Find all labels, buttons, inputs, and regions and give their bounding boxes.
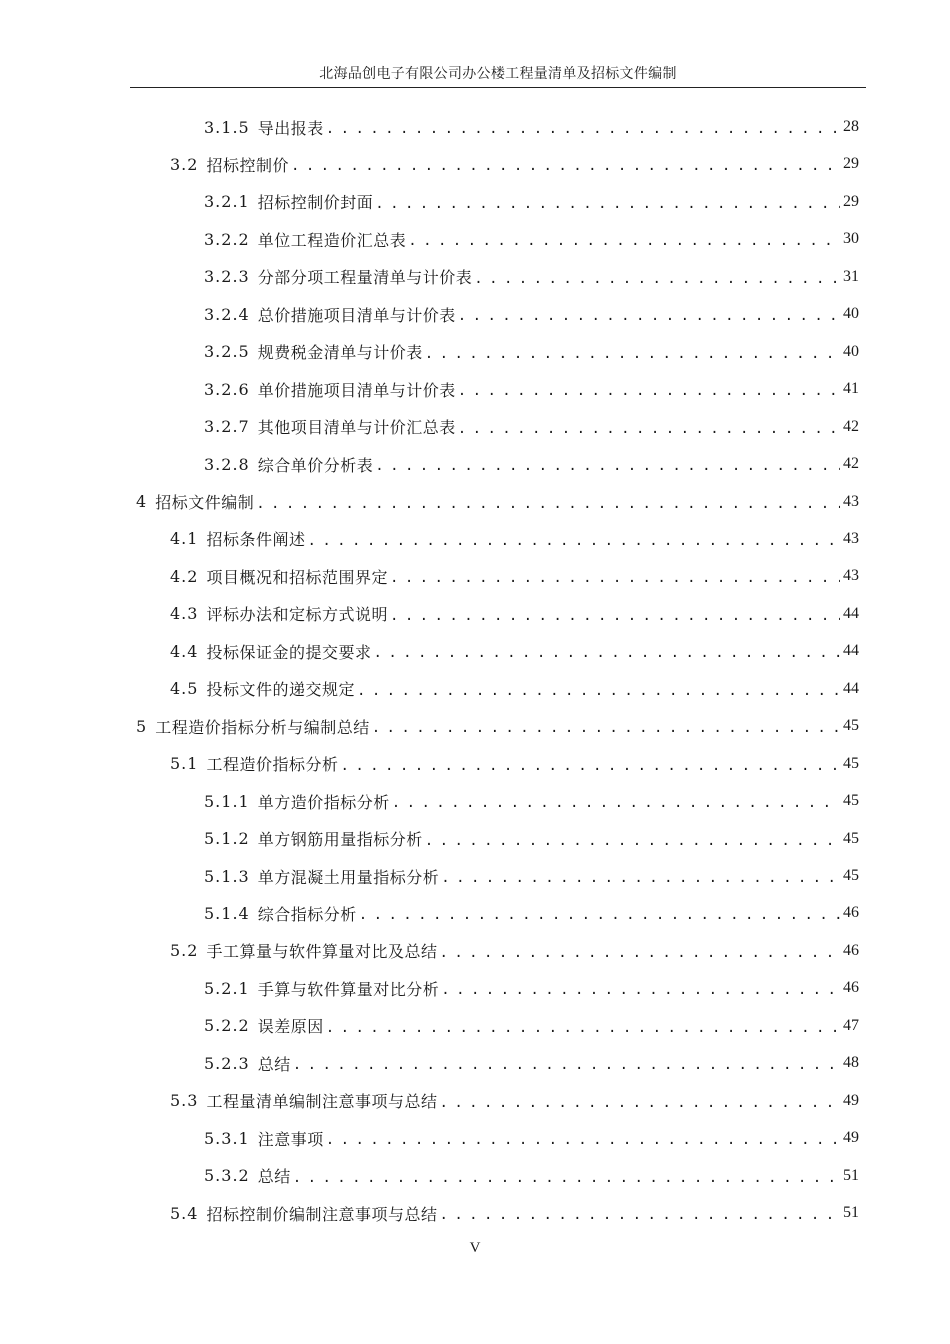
toc-entry-page-number: 40: [843, 305, 859, 323]
toc-dot-leader: [441, 870, 840, 886]
toc-entry-page-number: 45: [843, 829, 859, 847]
toc-entry[interactable]: [136, 484, 859, 520]
toc-entry-title: 投标保证金的提交要求: [206, 642, 372, 662]
toc-entry-page-number: 43: [843, 567, 859, 585]
toc-entry-page-number: 28: [843, 118, 859, 135]
toc-entry-number: 5.3: [170, 1091, 199, 1111]
toc-entry[interactable]: [170, 1195, 859, 1231]
toc-entry-page-number: 42: [843, 417, 859, 435]
toc-entry-page-number: 43: [843, 492, 859, 510]
page-header-title: 北海品创电子有限公司办公楼工程量清单及招标文件编制: [319, 66, 677, 82]
toc-entry-title: 手算与软件算量对比分析: [257, 979, 440, 999]
toc-dot-leader: [439, 1207, 840, 1223]
toc-entry-title: 单方混凝土用量指标分析: [257, 867, 440, 887]
toc-entry[interactable]: [204, 895, 859, 931]
toc-entry-title: 手工算量与软件算量对比及总结: [206, 942, 438, 962]
toc-dot-leader: [357, 683, 840, 699]
toc-entry-number: 3.2: [170, 154, 199, 174]
toc-entry-page-number: 49: [843, 1091, 859, 1109]
toc-entry[interactable]: [204, 446, 859, 482]
toc-entry-title: 其他项目清单与计价汇总表: [257, 418, 456, 438]
toc-entry[interactable]: [170, 146, 859, 182]
toc-entry-title: 导出报表: [257, 118, 324, 138]
toc-entry-number: 5.2: [170, 941, 199, 961]
header-divider: [130, 87, 866, 88]
toc-entry-number: 5.1.2: [204, 829, 250, 849]
toc-entry-number: 3.2.1: [204, 192, 250, 212]
toc-dot-leader: [441, 982, 840, 998]
toc-entry-page-number: 46: [843, 904, 859, 922]
toc-entry[interactable]: [170, 1083, 859, 1119]
toc-dot-leader: [425, 833, 840, 849]
toc-entry-number: 3.2.8: [204, 454, 250, 474]
toc-entry-page-number: 47: [843, 1016, 859, 1034]
toc-dot-leader: [390, 608, 840, 624]
toc-dot-leader: [256, 496, 840, 512]
toc-dot-leader: [359, 907, 840, 923]
toc-entry-page-number: 41: [843, 380, 859, 398]
toc-dot-leader: [293, 1057, 840, 1073]
toc-entry-number: 3.1.5: [204, 117, 250, 137]
toc-entry-page-number: 31: [843, 267, 859, 285]
toc-entry-number: 5.3.2: [204, 1166, 250, 1186]
toc-entry-number: 5.1.4: [204, 903, 250, 923]
toc-entry-number: 4: [136, 492, 148, 511]
toc-entry-number: 3.2.4: [204, 304, 250, 324]
toc-entry-number: 3.2.3: [204, 267, 250, 287]
toc-entry[interactable]: [170, 521, 859, 557]
toc-entry[interactable]: [204, 109, 859, 145]
toc-dot-leader: [291, 158, 840, 174]
toc-entry[interactable]: [170, 746, 859, 782]
toc-entry-number: 5.1.1: [204, 791, 250, 811]
toc-dot-leader: [326, 1020, 840, 1036]
toc-entry-number: 5.2.1: [204, 978, 250, 998]
toc-entry[interactable]: [204, 783, 859, 819]
toc-entry[interactable]: [204, 858, 859, 894]
toc-entry-page-number: 44: [843, 604, 859, 622]
toc-entry-number: 5.4: [170, 1203, 199, 1223]
toc-dot-leader: [375, 458, 840, 474]
toc-entry-number: 3.2.2: [204, 229, 250, 249]
toc-dot-leader: [439, 1095, 840, 1111]
toc-dot-leader: [372, 720, 840, 736]
toc-entry-title: 总结: [257, 1167, 291, 1187]
toc-dot-leader: [458, 308, 840, 324]
toc-dot-leader: [439, 945, 840, 961]
toc-entry-number: 5: [136, 716, 148, 736]
toc-entry-title: 误差原因: [257, 1017, 324, 1037]
toc-dot-leader: [373, 645, 840, 661]
toc-entry[interactable]: [204, 334, 859, 370]
toc-dot-leader: [326, 121, 840, 137]
toc-entry-page-number: 48: [843, 1054, 859, 1072]
toc-dot-leader: [390, 570, 840, 586]
toc-entry-page-number: 29: [843, 155, 859, 173]
toc-entry[interactable]: [204, 409, 859, 445]
toc-entry-title: 招标控制价编制注意事项与总结: [206, 1204, 438, 1224]
toc-entry-page-number: 46: [843, 941, 859, 959]
toc-entry-title: 注意事项: [257, 1129, 324, 1149]
toc-entry-title: 工程造价指标分析: [206, 755, 339, 775]
toc-entry[interactable]: [204, 1158, 859, 1194]
toc-entry[interactable]: [136, 708, 859, 744]
toc-entry-number: 5.2.3: [204, 1053, 250, 1073]
toc-entry-title: 招标控制价封面: [257, 193, 374, 213]
toc-entry-number: 5.2.2: [204, 1016, 250, 1036]
toc-entry-number: 3.2.7: [204, 417, 250, 437]
toc-entry-number: 3.2.6: [204, 379, 250, 399]
toc-dot-leader: [458, 383, 840, 399]
toc-entry-title: 单方钢筋用量指标分析: [257, 830, 423, 850]
toc-dot-leader: [340, 758, 840, 774]
toc-entry-title: 评标办法和定标方式说明: [206, 605, 388, 625]
toc-entry[interactable]: [204, 259, 859, 295]
toc-entry-title: 综合单价分析表: [257, 455, 374, 475]
toc-entry[interactable]: [204, 1120, 859, 1156]
toc-entry-title: 单价措施项目清单与计价表: [257, 380, 456, 400]
toc-entry[interactable]: [204, 371, 859, 407]
toc-entry[interactable]: [170, 671, 859, 707]
toc-entry-number: 4.4: [170, 641, 199, 661]
toc-entry-page-number: 51: [843, 1204, 859, 1222]
toc-entry[interactable]: [170, 933, 859, 969]
toc-dot-leader: [307, 533, 840, 549]
toc-entry-number: 3.2.5: [204, 342, 250, 362]
toc-entry-title: 总结: [257, 1054, 291, 1074]
toc-entry[interactable]: [204, 221, 859, 257]
toc-entry-page-number: 44: [843, 642, 859, 660]
toc-entry-page-number: 44: [843, 679, 859, 697]
toc-dot-leader: [425, 346, 840, 362]
toc-entry-page-number: 40: [843, 342, 859, 360]
toc-entry-page-number: 46: [843, 979, 859, 997]
toc-dot-leader: [326, 1132, 840, 1148]
toc-entry-page-number: 45: [843, 792, 859, 810]
page-number: V: [469, 1240, 481, 1256]
toc-entry[interactable]: [204, 1008, 859, 1044]
toc-dot-leader: [474, 271, 840, 287]
toc-entry-number: 4.3: [170, 604, 199, 624]
toc-entry-number: 4.5: [170, 679, 199, 699]
toc-entry[interactable]: [204, 970, 859, 1006]
toc-dot-leader: [392, 795, 840, 811]
toc-dot-leader: [375, 196, 840, 212]
toc-entry[interactable]: [204, 296, 859, 332]
toc-entry[interactable]: [204, 821, 859, 857]
toc-entry-title: 投标文件的递交规定: [206, 680, 355, 700]
toc-entry-title: 工程量清单编制注意事项与总结: [206, 1092, 438, 1112]
toc-entry-title: 总价措施项目清单与计价表: [257, 305, 456, 325]
toc-entry-title: 招标文件编制: [155, 493, 255, 512]
toc-entry[interactable]: [170, 633, 859, 669]
toc-entry-page-number: 29: [843, 192, 859, 210]
toc-entry-title: 单方造价指标分析: [257, 792, 390, 812]
toc-entry-title: 招标条件阐述: [206, 530, 306, 550]
toc-entry[interactable]: [170, 596, 859, 632]
toc-entry-number: 5.3.1: [204, 1128, 250, 1148]
toc-entry-number: 4.2: [170, 566, 199, 586]
toc-entry[interactable]: [204, 1045, 859, 1081]
toc-entry-title: 分部分项工程量清单与计价表: [257, 268, 473, 288]
toc-entry-page-number: 45: [843, 867, 859, 884]
toc-entry-title: 综合指标分析: [257, 904, 357, 924]
toc-dot-leader: [293, 1170, 840, 1186]
toc-entry-page-number: 30: [843, 230, 859, 248]
toc-entry-title: 招标控制价: [206, 155, 289, 175]
toc-entry-number: 4.1: [170, 529, 199, 549]
toc-entry-title: 规费税金清单与计价表: [257, 343, 423, 363]
toc-entry-page-number: 49: [843, 1129, 859, 1147]
toc-dot-leader: [408, 233, 840, 249]
toc-entry-title: 项目概况和招标范围界定: [206, 567, 388, 587]
toc-dot-leader: [458, 421, 840, 437]
toc-entry[interactable]: [204, 184, 859, 220]
toc-entry-number: 5.1.3: [204, 866, 250, 886]
toc-entry-page-number: 45: [843, 754, 859, 772]
toc-entry-page-number: 51: [843, 1166, 859, 1184]
toc-entry-page-number: 45: [843, 717, 859, 735]
toc-entry-page-number: 42: [843, 455, 859, 473]
toc-entry[interactable]: [170, 558, 859, 594]
toc-entry-title: 单位工程造价汇总表: [257, 230, 407, 250]
toc-entry-number: 5.1: [170, 754, 199, 774]
toc-entry-page-number: 43: [843, 529, 859, 547]
toc-entry-title: 工程造价指标分析与编制总结: [155, 717, 370, 737]
